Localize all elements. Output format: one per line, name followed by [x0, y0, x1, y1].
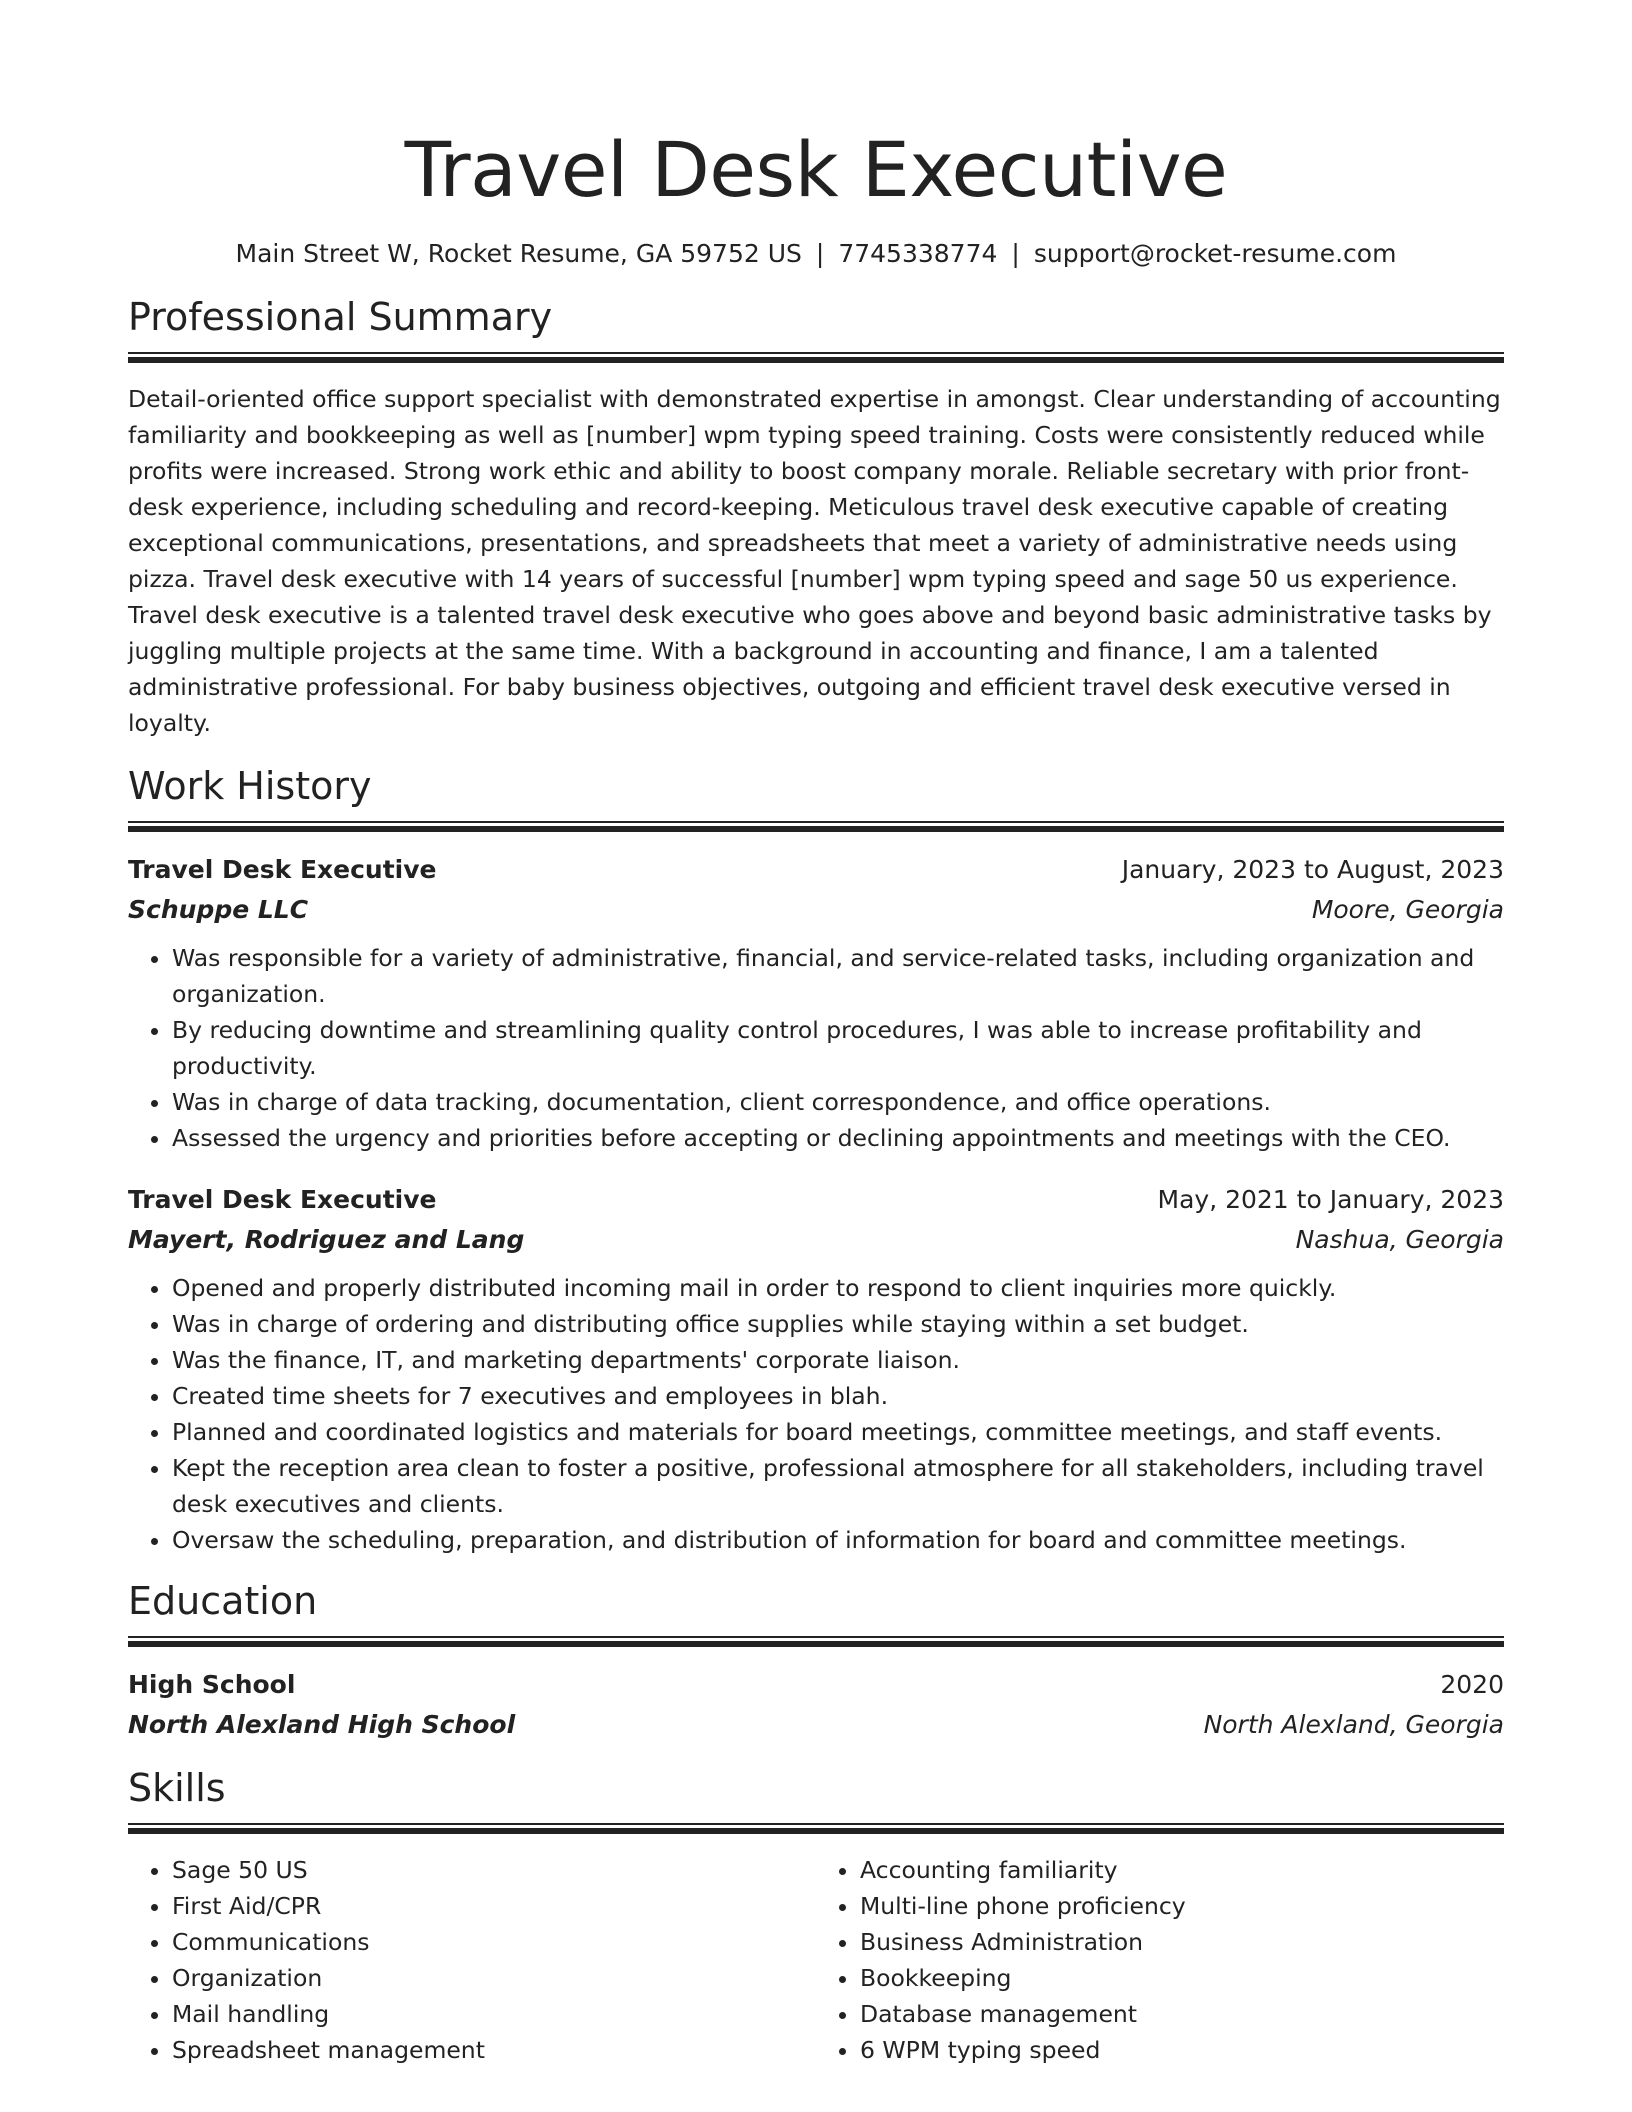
skill-item: • Business Administration — [860, 1924, 1504, 1960]
contact-separator: | — [815, 239, 825, 268]
section-divider — [128, 1636, 1504, 1647]
list-item: • Planned and coordinated logistics and materials for board meetings, committee meetings, and staff events. — [172, 1414, 1504, 1450]
skill-item: • Bookkeeping — [860, 1960, 1504, 1996]
job-header-row — [128, 1180, 1504, 1220]
education-header-row — [128, 1665, 1504, 1705]
job-title: Travel Desk Executive — [128, 855, 437, 884]
job-location: Nashua, Georgia — [1295, 1225, 1504, 1254]
resume-page — [128, 0, 1504, 2068]
skill-item: • Database management — [860, 1996, 1504, 2032]
contact-address: Main Street W, Rocket Resume, GA 59752 US — [235, 239, 802, 268]
skill-item: • Communications — [172, 1924, 816, 1960]
job-entry — [128, 1180, 1504, 1558]
job-location: Moore, Georgia — [1311, 895, 1504, 924]
section-title-summary: Professional Summary — [128, 295, 553, 339]
job-title: Travel Desk Executive — [128, 1185, 437, 1214]
skills-columns — [128, 1852, 1504, 2068]
skill-item: • Accounting familiarity — [860, 1852, 1504, 1888]
skills-section — [128, 1763, 1504, 2068]
summary-text: Detail-oriented office support specialist with demonstrated expertise in amongst. Clear understanding of accounting familiarity and bookkeeping as well as [number] wpm typing speed training. Costs were consistently reduced while profits were increased. Strong work ethic and ability to boost company morale. Reliable secretary with prior front-desk experience, including scheduling and record-keeping. Meticulous travel desk executive capable of creating exceptional communications, presentations, and spreadsheets that meet a variety of administrative needs using pizza. Travel desk executive with 14 years of successful [number] wpm typing speed and sage 50 us experience. Travel desk executive is a talented travel desk executive who goes above and beyond basic administrative tasks by juggling multiple projects at the same time. With a background in accounting and finance, I am a talented administrative professional. For baby business objectives, outgoing and efficient travel desk executive versed in loyalty. — [128, 385, 1501, 737]
education-school: North Alexland High School — [128, 1710, 516, 1739]
list-item: • Oversaw the scheduling, preparation, and distribution of information for board and committee meetings. — [172, 1522, 1504, 1558]
job-bullets — [128, 940, 1504, 1156]
list-item: • Was in charge of ordering and distributing office supplies while staying within a set budget. — [172, 1306, 1504, 1342]
contact-separator: | — [1011, 239, 1020, 268]
education-school-row — [128, 1705, 1504, 1745]
section-title-skills: Skills — [128, 1766, 226, 1810]
summary-section — [128, 292, 1504, 741]
section-title-education: Education — [128, 1579, 318, 1623]
job-company-row — [128, 890, 1504, 930]
list-item: • Assessed the urgency and priorities before accepting or declining appointments and meetings with the CEO. — [172, 1120, 1504, 1156]
job-company: Mayert, Rodriguez and Lang — [128, 1225, 525, 1254]
job-entry — [128, 850, 1504, 1156]
skill-item: • 6 WPM typing speed — [860, 2032, 1504, 2068]
education-location: North Alexland, Georgia — [1203, 1710, 1504, 1739]
job-bullets — [128, 1270, 1504, 1558]
skill-item: • Multi-line phone proficiency — [860, 1888, 1504, 1924]
skill-item: • Organization — [172, 1960, 816, 1996]
job-company-row — [128, 1220, 1504, 1260]
section-divider — [128, 1823, 1504, 1834]
contact-phone: 7745338774 — [838, 239, 998, 268]
skill-item: • Spreadsheet management — [172, 2032, 816, 2068]
section-divider — [128, 821, 1504, 832]
list-item: • Created time sheets for 7 executives and employees in blah. — [172, 1378, 1504, 1414]
work-history-section — [128, 761, 1504, 1558]
skills-list-right — [816, 1852, 1504, 2068]
list-item: • Kept the reception area clean to foster a positive, professional atmosphere for all stakeholders, including travel desk executives and clients. — [172, 1450, 1504, 1522]
candidate-name: Travel Desk Executive — [404, 125, 1228, 214]
skills-list-left — [128, 1852, 816, 2068]
contact-line — [128, 236, 1504, 272]
skill-item: • Mail handling — [172, 1996, 816, 2032]
job-dates: January, 2023 to August, 2023 — [1121, 855, 1504, 884]
list-item: • Was the finance, IT, and marketing departments' corporate liaison. — [172, 1342, 1504, 1378]
education-degree: High School — [128, 1670, 296, 1699]
section-title-work-history: Work History — [128, 764, 372, 808]
list-item: • Was in charge of data tracking, documentation, client correspondence, and office operations. — [172, 1084, 1504, 1120]
list-item: • By reducing downtime and streamlining quality control procedures, I was able to increase profitability and productivity. — [172, 1012, 1504, 1084]
skill-item: • Sage 50 US — [172, 1852, 816, 1888]
contact-email: support@rocket-resume.com — [1033, 239, 1397, 268]
list-item: • Was responsible for a variety of administrative, financial, and service-related tasks, including organization and organization. — [172, 940, 1504, 1012]
section-divider — [128, 352, 1504, 363]
job-header-row — [128, 850, 1504, 890]
list-item: • Opened and properly distributed incoming mail in order to respond to client inquiries more quickly. — [172, 1270, 1504, 1306]
skill-item: • First Aid/CPR — [172, 1888, 816, 1924]
education-year: 2020 — [1440, 1670, 1504, 1699]
job-company: Schuppe LLC — [128, 895, 309, 924]
education-section — [128, 1576, 1504, 1745]
job-dates: May, 2021 to January, 2023 — [1157, 1185, 1504, 1214]
